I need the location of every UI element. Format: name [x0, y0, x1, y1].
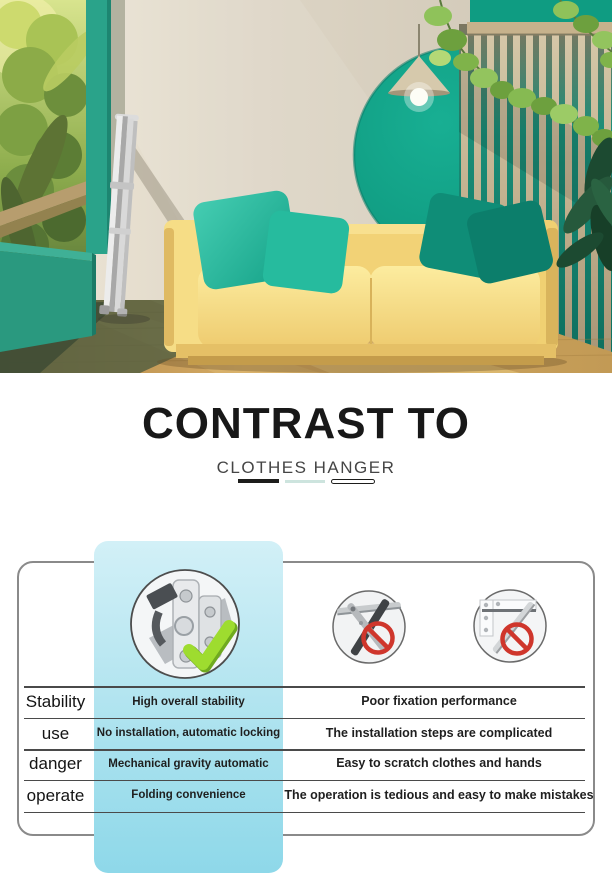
divider-mint [285, 480, 325, 483]
product-cell-operate: Folding convenience [131, 789, 246, 802]
product-cell-danger: Mechanical gravity automatic [108, 757, 269, 770]
row-label-use: use [41, 723, 70, 743]
competitor-cell-use: The installation steps are complicated [325, 725, 553, 740]
divider-solid [238, 479, 279, 483]
product-lock-image [129, 568, 241, 680]
window-ledge [0, 242, 96, 352]
page-title: CONTRAST TO [142, 399, 470, 448]
divider-outline [331, 479, 375, 484]
competitor-bracket-image [472, 588, 548, 664]
hero-scene [0, 0, 612, 373]
hero-illustration [0, 0, 612, 373]
row-label-stability: Stability [25, 692, 86, 712]
product-cell-stability: High overall stability [132, 695, 245, 708]
row-label-operate: operate [26, 785, 85, 805]
page-subtitle: CLOTHES HANGER [216, 458, 396, 477]
product-cell-use: No installation, automatic locking [96, 727, 281, 740]
competitor-cell-operate: The operation is tedious and easy to make mistakes [284, 787, 594, 802]
row-divider [24, 812, 585, 814]
row-label-danger: danger [29, 754, 82, 774]
title-dividers [0, 477, 612, 485]
competitor-cell-stability: Poor fixation performance [361, 694, 517, 709]
competitor-cell-danger: Easy to scratch clothes and hands [336, 756, 542, 771]
competitor-joint-image [331, 589, 407, 665]
